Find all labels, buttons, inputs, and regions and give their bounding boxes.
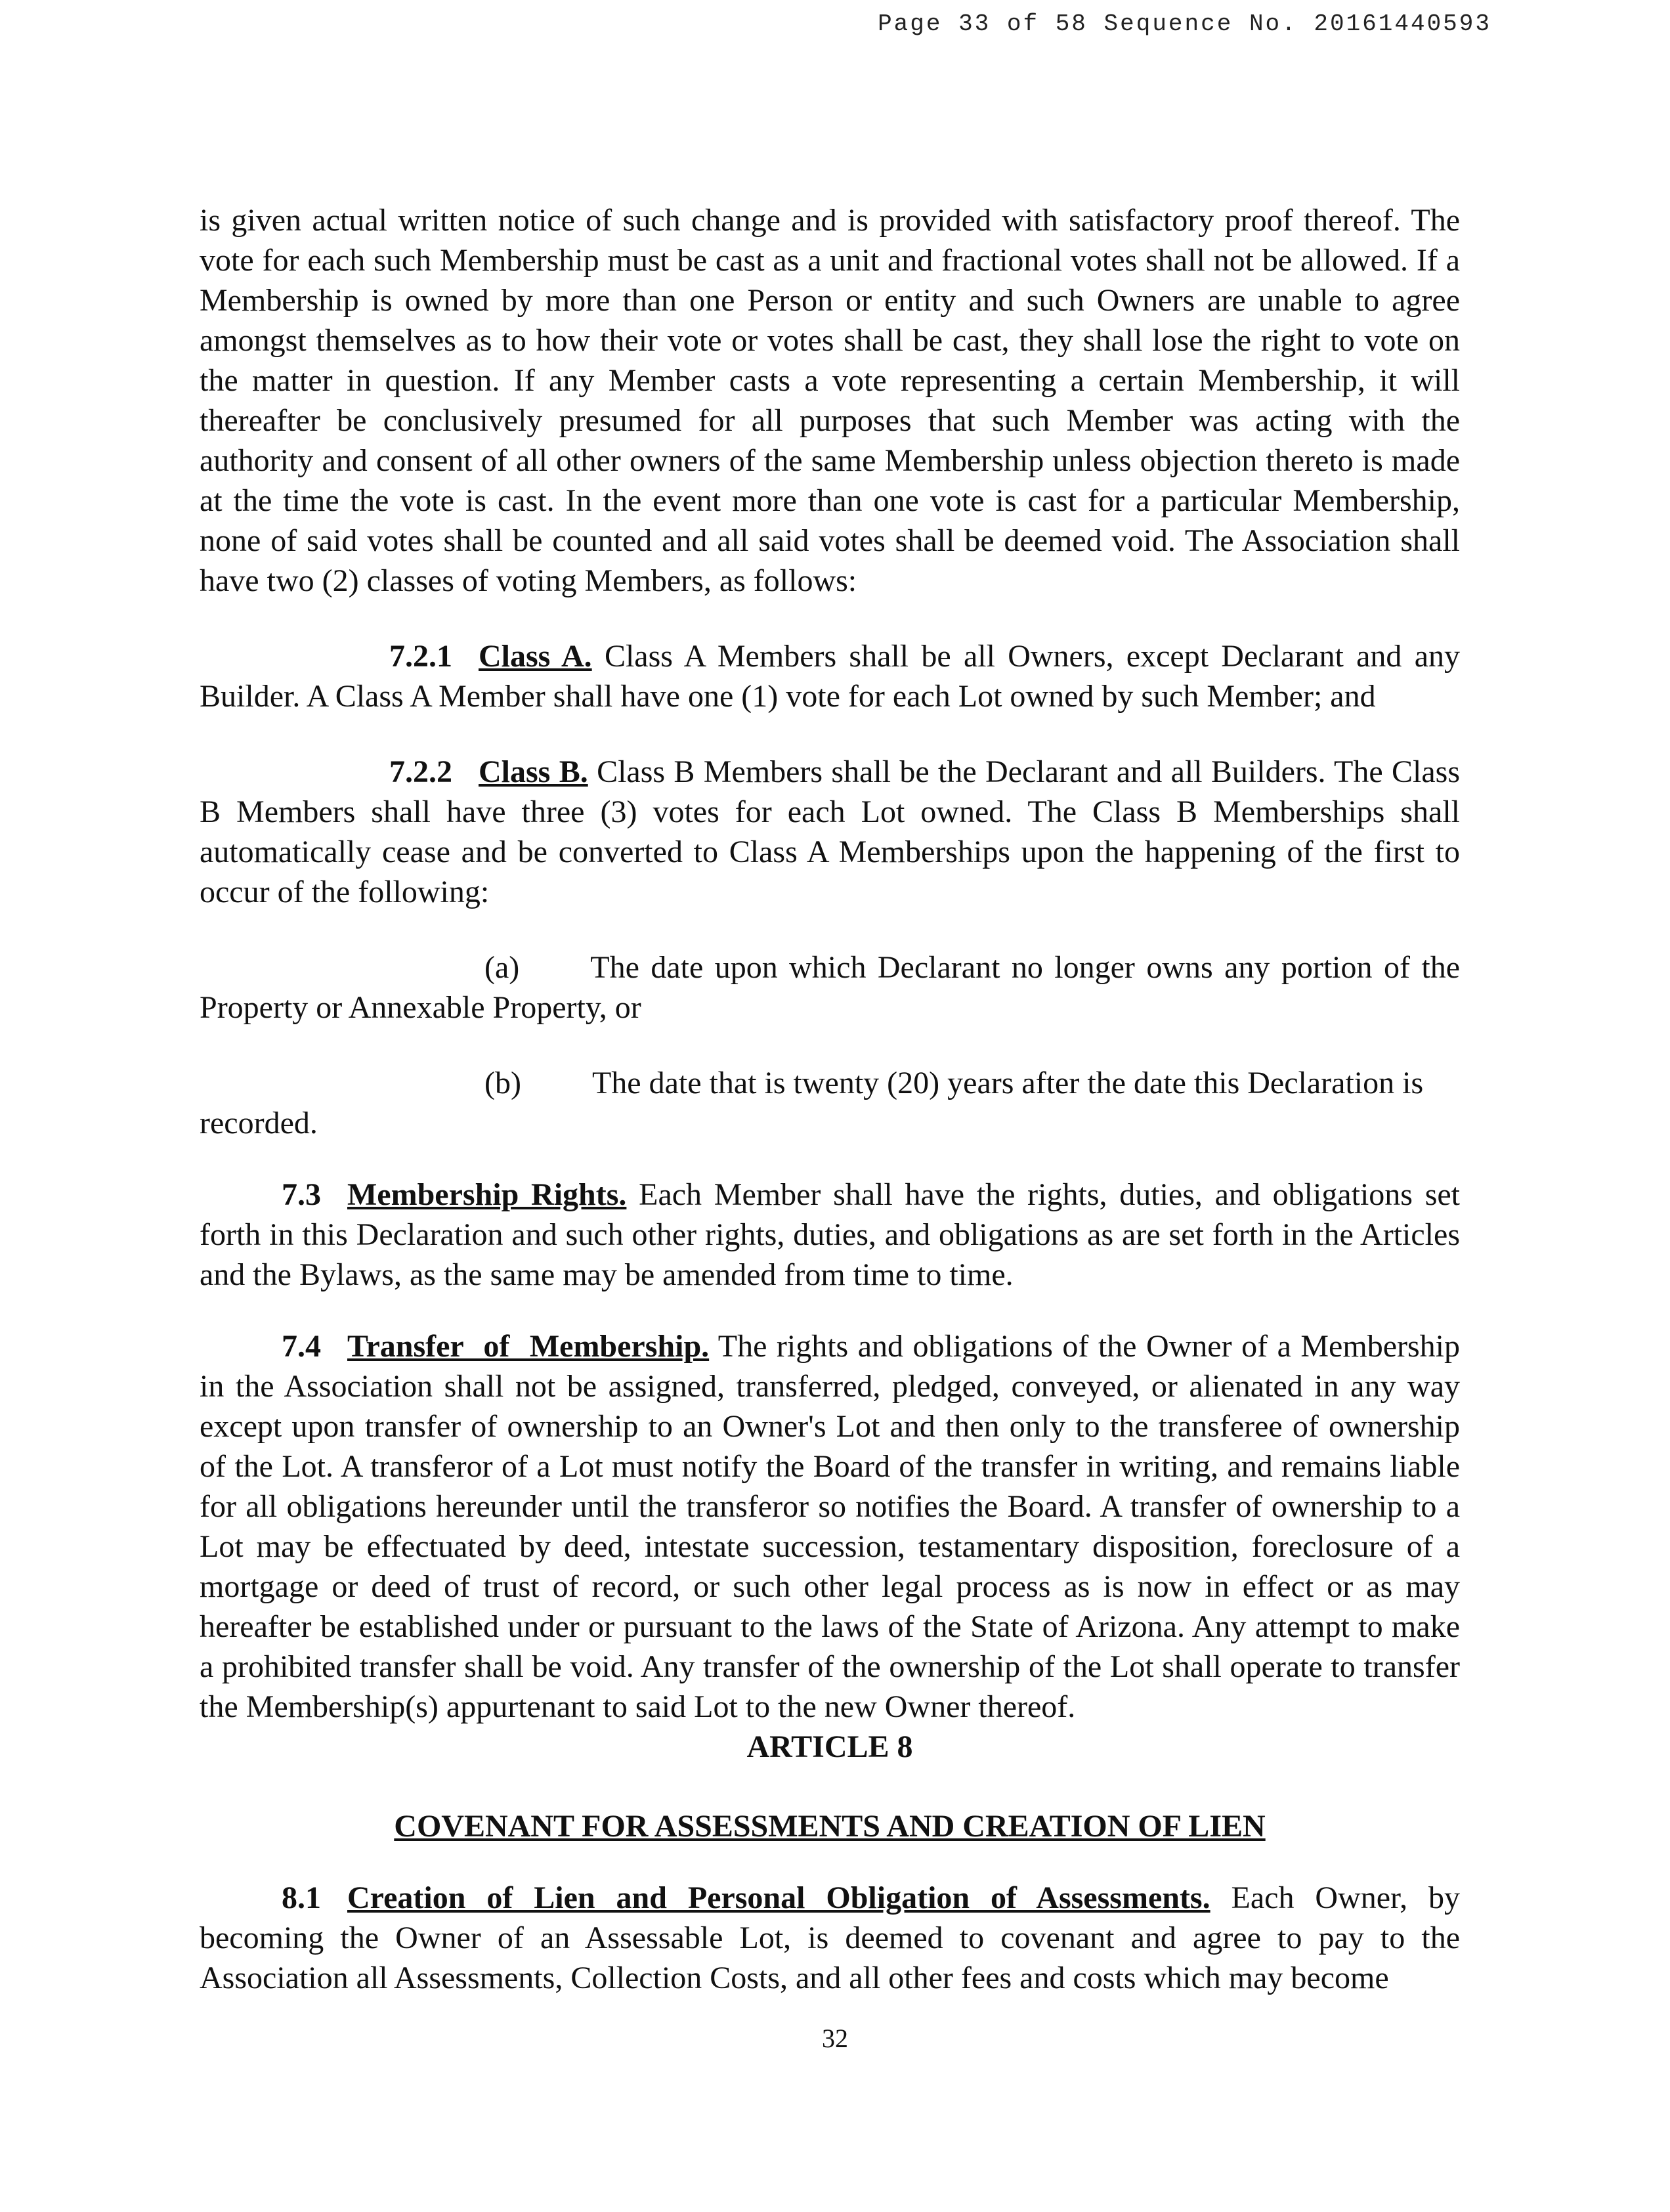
section-caption: Transfer of Membership. — [347, 1329, 710, 1364]
section-text: Each Owner, by becoming the Owner of an Assessable Lot, is deemed to covenant and agree to pay to the Association all Assessments, Collection Costs, and all other fees and costs which may become — [200, 1880, 1461, 1995]
section-number: 7.2.1 — [389, 639, 452, 674]
list-item-text: The date that is twenty (20) years after the date this Declaration is — [591, 1066, 1424, 1100]
section-text: Class B Members shall be the Declarant and all Builders. The Class B Members shall have three (3) votes for each Lot owned. The Class B Memberships shall automatically cease and be converted to Class A Memberships upon the happening of the first to occur of the following: — [200, 754, 1461, 909]
section-text: Class A Members shall be all Owners, except Declarant and any Builder. A Class A Member shall have one (1) vote for each Lot owned by such Member; and — [200, 639, 1461, 714]
section-7-4 — [200, 1326, 1460, 1727]
section-number: 8.1 — [282, 1880, 321, 1915]
article-title: ARTICLE 8 — [746, 1729, 913, 1764]
section-caption: Class A. — [479, 639, 592, 674]
list-item-text: The date upon which Declarant no longer owns any portion of the Property or Annexable Property, or — [200, 950, 1460, 1025]
list-item-label: (b) — [484, 1066, 521, 1100]
page-number: 32 — [822, 2024, 848, 2053]
section-caption: Class B. — [479, 754, 588, 789]
section-caption: Membership Rights. — [347, 1177, 627, 1212]
section-8-1 — [200, 1878, 1460, 1998]
article-heading: COVENANT FOR ASSESSMENTS AND CREATION OF LIEN — [394, 1809, 1266, 1844]
section-number: 7.3 — [282, 1177, 321, 1212]
list-item-label: (a) — [484, 950, 520, 985]
section-text: Each Member shall have the rights, duties, and obligations set forth in this Declaration and such other rights, duties, and obligations as are set forth in the Articles and the Bylaws, as the same may be amended from time to time. — [200, 1177, 1461, 1292]
section-7-2-2 — [200, 752, 1460, 912]
section-caption: Creation of Lien and Personal Obligation of Assessments. — [347, 1880, 1210, 1915]
section-7-2-1 — [200, 636, 1460, 716]
section-number: 7.2.2 — [389, 754, 452, 789]
section-number: 7.4 — [282, 1329, 321, 1364]
document-body — [200, 200, 1460, 1998]
section-text: The rights and obligations of the Owner of a Membership in the Association shall not be assigned, transferred, pledged, conveyed, or alienated in any way except upon transfer of ownership to an Owner's Lot and then only to the transferee of ownership of the Lot. A transferor of a Lot must notify the Board of the transfer in writing, and remains liable for all obligations hereunder until the transferor so notifies the Board. A transfer of ownership to a Lot may be effectuated by deed, intestate succession, testamentary disposition, foreclosure of a mortgage or deed of trust of record, or such other legal process as is now in effect or as may hereafter be established under or pursuant to the laws of the State of Arizona. Any attempt to make a prohibited transfer shall be void. Any transfer of the ownership of the Lot shall operate to transfer the Membership(s) appurtenant to said Lot to the new Owner thereof. — [200, 1329, 1460, 1724]
document-header: Page 33 of 58 Sequence No. 20161440593 — [878, 11, 1491, 37]
list-item-a — [200, 947, 1460, 1028]
list-item-b-continuation: recorded. — [200, 1106, 318, 1140]
section-7-3 — [200, 1175, 1460, 1295]
paragraph-voting-rules: is given actual written notice of such change and is provided with satisfactory proof thereof. The vote for each such Membership must be cast as a unit and fractional votes shall not be allowed. If a Membership is owned by more than one Person or entity and such Owners are unable to agree amongst themselves as to how their vote or votes shall be cast, they shall lose the right to vote on the matter in question. If any Member casts a vote representing a certain Membership, it will thereafter be conclusively presumed for all purposes that such Member was acting with the authority and consent of all other owners of the same Membership unless objection thereto is made at the time the vote is cast. In the event more than one vote is cast for a particular Membership, none of said votes shall be counted and all said votes shall be deemed void. The Association shall have two (2) classes of voting Members, as follows: — [200, 203, 1460, 598]
list-item-b — [200, 1063, 1460, 1103]
